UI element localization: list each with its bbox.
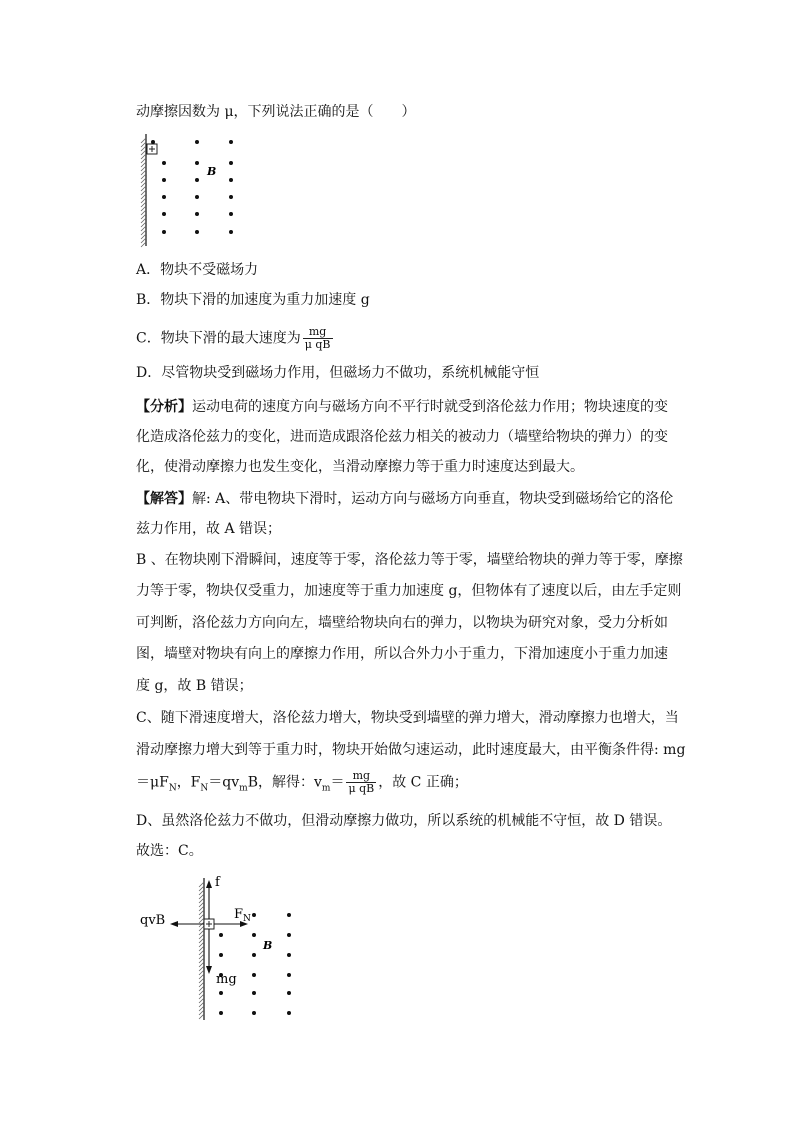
field-dot (229, 140, 233, 144)
solution-c-line-2: 滑动摩擦力增大到等于重力时，物块开始做匀速运动，此时速度最大，由平衡条件得: mg (136, 742, 686, 758)
charged-block (204, 919, 214, 929)
field-dot (252, 953, 256, 957)
question-stem: 动摩擦因数为 μ，下列说法正确的是（ ） (136, 104, 416, 120)
arrow-friction-up (206, 880, 212, 919)
eq-sub-n: N (168, 783, 177, 794)
field-dot (162, 161, 166, 165)
field-label-b: B (207, 165, 217, 178)
field-dot (287, 973, 291, 977)
field-dot (195, 195, 199, 199)
eq-mu-fn: ＝μF (136, 774, 169, 791)
fraction-denominator: μ qB (348, 782, 375, 795)
field-dot (252, 1011, 256, 1015)
field-dot (195, 230, 199, 234)
field-dots (151, 140, 233, 234)
field-dot (219, 1011, 223, 1015)
option-c (136, 326, 335, 351)
eq-equals: ＝ (330, 774, 345, 791)
field-dot (229, 195, 233, 199)
field-dot (195, 140, 199, 144)
arrow-gravity-down (206, 929, 212, 974)
solution-c-line-1: C、随下滑速度增大，洛伦兹力增大，物块受到墙壁的弹力增大，滑动摩擦力也增大，当 (136, 710, 679, 726)
eq-sub-m: m (321, 783, 331, 794)
field-dot (162, 195, 166, 199)
wall (199, 878, 204, 1020)
field-dot (162, 212, 166, 216)
option-c-fraction (303, 326, 333, 351)
field-dot (195, 161, 199, 165)
charged-block (147, 144, 157, 154)
field-dot (229, 230, 233, 234)
equation-fraction (346, 770, 376, 795)
field-dot (252, 933, 256, 937)
fraction-denominator: μ qB (304, 338, 331, 351)
field-dot (252, 991, 256, 995)
field-dot (162, 178, 166, 182)
fraction-numerator: mg (346, 770, 376, 783)
solution-a-text: 解: A、带电物块下滑时，运动方向与磁场方向垂直，物块受到磁场给它的洛伦 (192, 491, 674, 507)
analysis-line-3: 化，使滑动摩擦力也发生变化，当滑动摩擦力等于重力时速度达到最大。 (136, 459, 584, 475)
solution-d-line: D、虽然洛伦兹力不做功，但滑动摩擦力做功，所以系统的机械能不守恒，故 D 错误。 (136, 813, 672, 829)
field-dot (151, 140, 155, 144)
field-dot (219, 991, 223, 995)
eq-fn: ，F (176, 774, 201, 791)
figure-2-force-diagram (136, 870, 306, 1025)
field-label-b: B (263, 939, 273, 952)
field-dot (219, 933, 223, 937)
option-d: D．尽管物块受到磁场力作用，但磁场力不做功，系统机械能守恒 (136, 365, 540, 381)
eq-solve-vm: B，解得：v (247, 774, 322, 791)
label-qvb: qvB (140, 913, 166, 928)
answer-line: 故选：C。 (136, 843, 203, 859)
option-b: B．物块下滑的加速度为重力加速度 g (136, 292, 370, 308)
fraction-numerator: mg (303, 326, 333, 339)
field-dot (229, 178, 233, 182)
solution-b-line-2: 力等于零，物块仅受重力，加速度等于重力加速度 g，但物体有了速度以后，由左手定则 (136, 583, 682, 599)
figure-1-magnetic-field (138, 132, 248, 250)
field-dot (219, 953, 223, 957)
field-dots (219, 913, 291, 1015)
label-mg: mg (216, 972, 237, 987)
analysis-tag: 【分析】 (136, 399, 192, 415)
solution-tag: 【解答】 (136, 491, 192, 507)
eq-sub-n: N (200, 783, 209, 794)
field-dot (287, 991, 291, 995)
field-dot (252, 973, 256, 977)
solution-c-equation (136, 770, 468, 798)
eq-conclusion: ，故 C 正确； (378, 774, 468, 791)
field-dot (195, 178, 199, 182)
field-dot (162, 230, 166, 234)
eq-qvm: ＝qv (208, 774, 240, 791)
analysis-text: 运动电荷的速度方向与磁场方向不平行时就受到洛伦兹力作用；物块速度的变 (192, 399, 668, 415)
wall (141, 134, 146, 247)
field-dot (287, 1011, 291, 1015)
analysis-line-2: 化造成洛伦兹力的变化，进而造成跟洛伦兹力相关的被动力（墙壁给物块的弹力）的变 (136, 429, 668, 445)
solution-a-line-2: 兹力作用，故 A 错误； (136, 521, 282, 537)
solution-b-line-4: 图，墙壁对物块有向上的摩擦力作用，所以合外力小于重力，下滑加速度小于重力加速 (136, 646, 668, 662)
solution-b-line-3: 可判断，洛伦兹力方向向左，墙壁给物块向右的弹力，以物块为研究对象，受力分析如 (136, 615, 668, 631)
field-dot (287, 933, 291, 937)
solution-a-line-1 (136, 489, 673, 509)
field-dot (287, 913, 291, 917)
field-dot (229, 212, 233, 216)
field-dot (252, 913, 256, 917)
solution-b-line-1: B 、在物块刚下滑瞬间，速度等于零，洛伦兹力等于零，墙壁给物块的弹力等于零，摩擦 (136, 552, 683, 568)
eq-sub-m: m (239, 783, 248, 794)
field-dot (195, 212, 199, 216)
label-f: f (215, 875, 220, 890)
field-dot (287, 953, 291, 957)
option-c-text: C．物块下滑的最大速度为 (136, 330, 301, 347)
analysis-line-1 (136, 397, 668, 417)
field-dot (229, 161, 233, 165)
arrow-lorentz-left (170, 921, 204, 927)
solution-b-line-5: 度 g，故 B 错误； (136, 678, 253, 694)
label-fn: $F_N$ (234, 907, 251, 924)
option-a: A．物块不受磁场力 (136, 262, 259, 278)
